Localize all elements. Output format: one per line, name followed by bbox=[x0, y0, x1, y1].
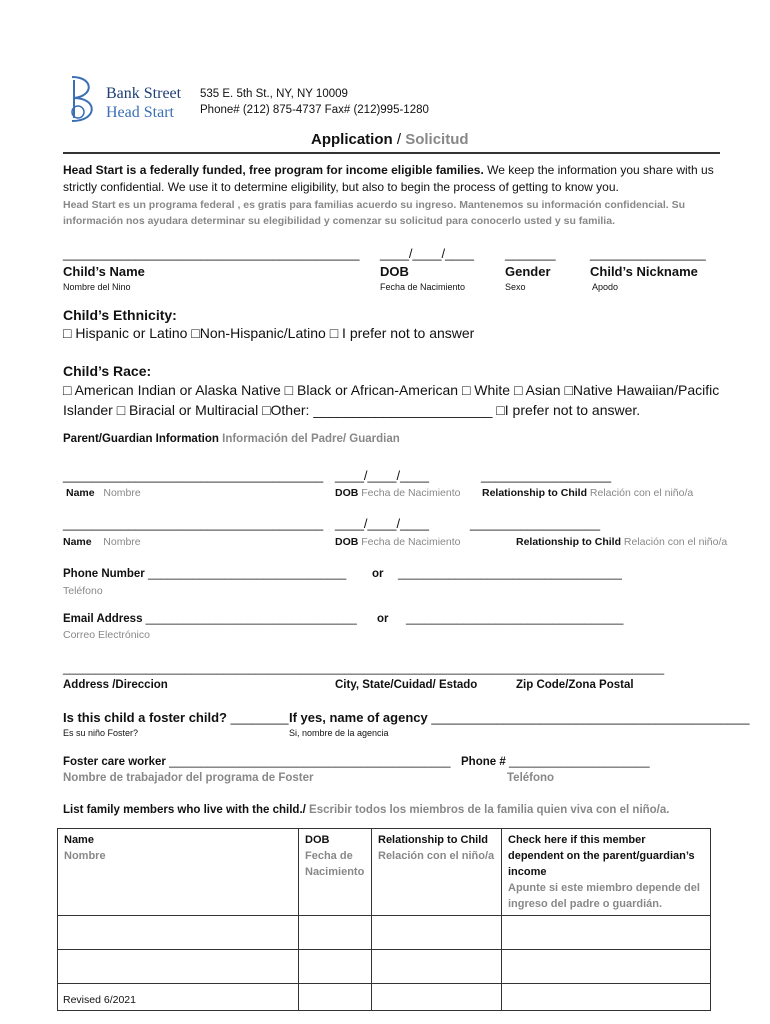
agency-field[interactable]: ____________________________________________ bbox=[431, 710, 750, 725]
col-name-es: Nombre bbox=[64, 850, 106, 862]
child-gender-label: Gender bbox=[505, 264, 551, 279]
child-dob-es: Fecha de Nacimiento bbox=[380, 282, 466, 292]
parent1-dob-es: Fecha de Nacimiento bbox=[361, 487, 461, 499]
family-instruction-en: List family members who live with the child./ bbox=[63, 804, 306, 816]
title-es: Solicitud bbox=[405, 131, 469, 148]
zip-label: Zip Code/Zona Postal bbox=[516, 679, 634, 691]
title-en: Application bbox=[311, 131, 393, 148]
table-cell[interactable] bbox=[502, 984, 711, 1011]
title-rule bbox=[63, 152, 720, 154]
parent1-dob-field[interactable]: ____/____/____ bbox=[335, 468, 429, 483]
race-options-line2[interactable]: Islander □ Biracial or Multiracial □Other: _______________________ □I prefer not to answer. bbox=[63, 402, 641, 418]
table-cell[interactable] bbox=[58, 950, 299, 984]
parent2-rel-en: Relationship to Child bbox=[516, 536, 621, 548]
parent1-dob-en: DOB bbox=[335, 487, 359, 499]
col-dob-es: Fecha de Nacimiento bbox=[305, 850, 365, 878]
child-nickname-es: Apodo bbox=[592, 282, 619, 292]
email-row bbox=[63, 613, 357, 625]
table-cell[interactable] bbox=[299, 916, 372, 950]
col-rel-es: Relación con el niño/a bbox=[378, 850, 495, 862]
parent-heading-en: Parent/Guardian Information bbox=[63, 433, 219, 445]
parent1-rel-en: Relationship to Child bbox=[482, 487, 587, 499]
parent2-dob-label bbox=[335, 536, 460, 548]
table-cell[interactable] bbox=[502, 950, 711, 984]
child-name-label: Child’s Name bbox=[63, 264, 145, 279]
parent2-rel-es: Relación con el niño/a bbox=[623, 536, 728, 548]
address-field[interactable]: ______________________________________________________________________________________________ bbox=[63, 663, 665, 675]
foster-question bbox=[63, 710, 288, 725]
col-dep-header bbox=[502, 829, 711, 916]
table-cell[interactable] bbox=[58, 916, 299, 950]
table-row bbox=[58, 984, 711, 1011]
logo-line1: Bank Street bbox=[106, 85, 182, 102]
child-name-es: Nombre del Nino bbox=[63, 282, 131, 292]
phone-label: Phone Number bbox=[63, 568, 145, 580]
phone-or: or bbox=[372, 568, 384, 580]
intro-es: Head Start es un programa federal , es gratis para familias acuerdo su ingreso. Mantenemos su información confidencial. Su información nos ayudara determinar su elegibilidad y comenzar su solicitud para conocerlo usted y su familia. bbox=[63, 199, 686, 227]
email-or: or bbox=[377, 613, 389, 625]
col-rel-header bbox=[372, 829, 502, 916]
col-rel-en: Relationship to Child bbox=[378, 834, 488, 846]
intro-en-rest: We keep the information you share with us strictly confidential. We use it to determine eligibility, but also to begin the process of getting to know you. bbox=[63, 163, 714, 194]
parent2-rel-label bbox=[516, 536, 727, 548]
foster-phone bbox=[461, 756, 650, 768]
parent1-rel-label bbox=[482, 487, 693, 499]
foster-phone-es: Teléfono bbox=[507, 772, 555, 784]
family-instruction bbox=[63, 804, 669, 816]
col-dob-en: DOB bbox=[305, 834, 330, 846]
phone-fax: Phone# (212) 875-4737 Fax# (212)995-1280 bbox=[200, 104, 429, 116]
race-heading: Child’s Race: bbox=[63, 363, 152, 379]
parent-heading bbox=[63, 433, 400, 445]
foster-worker bbox=[63, 756, 451, 768]
child-nickname-field[interactable]: ________________ bbox=[590, 246, 706, 261]
family-members-table bbox=[57, 828, 711, 1011]
parent2-name-field[interactable]: ____________________________________ bbox=[63, 516, 324, 531]
phone-es: Teléfono bbox=[63, 585, 103, 597]
foster-phone-label: Phone # bbox=[461, 756, 506, 768]
race-options-line1[interactable]: □ American Indian or Alaska Native □ Black or African-American □ White □ Asian □Native Hawaiian/Pacific bbox=[63, 382, 720, 398]
city-label: City, State/Cuidad/ Estado bbox=[335, 679, 478, 691]
phone-field-alt[interactable]: ___________________________________ bbox=[398, 568, 622, 580]
table-row bbox=[58, 950, 711, 984]
agency-label: If yes, name of agency bbox=[289, 710, 428, 725]
foster-phone-field[interactable]: ______________________ bbox=[508, 756, 650, 768]
child-dob-field[interactable]: ____/____/____ bbox=[380, 246, 474, 261]
foster-q-es: Es su niño Foster? bbox=[63, 728, 139, 738]
email-field[interactable]: _________________________________ bbox=[145, 613, 357, 625]
parent2-relationship-field[interactable]: __________________ bbox=[470, 516, 601, 531]
title-sep: / bbox=[392, 131, 406, 148]
worker-es: Nombre de trabajador del programa de Foster bbox=[63, 772, 314, 784]
col-dob-header bbox=[299, 829, 372, 916]
table-cell[interactable] bbox=[372, 984, 502, 1011]
child-nickname-label: Child’s Nickname bbox=[590, 264, 698, 279]
table-header-row bbox=[58, 829, 711, 916]
col-dep-es: Apunte si este miembro depende del ingreso del padre o guardián. bbox=[508, 882, 700, 910]
email-field-alt[interactable]: __________________________________ bbox=[406, 613, 624, 625]
parent2-name-label bbox=[63, 536, 141, 548]
parent1-name-es: Nombre bbox=[103, 487, 141, 499]
ethnicity-options[interactable]: □ Hispanic or Latino □Non-Hispanic/Latino □ I prefer not to answer bbox=[63, 325, 475, 341]
table-cell[interactable] bbox=[372, 916, 502, 950]
table-cell[interactable] bbox=[502, 916, 711, 950]
page-title bbox=[311, 131, 469, 148]
logo-line2: Head Start bbox=[106, 104, 174, 121]
worker-label: Foster care worker bbox=[63, 756, 166, 768]
agency-es: Si, nombre de la agencia bbox=[289, 728, 389, 738]
child-gender-es: Sexo bbox=[505, 282, 526, 292]
family-instruction-es: Escribir todos los miembros de la familia quien viva con el niño/a. bbox=[305, 804, 670, 816]
email-label: Email Address bbox=[63, 613, 143, 625]
parent-heading-es: Información del Padre/ Guardian bbox=[222, 433, 400, 445]
child-name-field[interactable]: _________________________________________ bbox=[63, 246, 360, 261]
table-cell[interactable] bbox=[372, 950, 502, 984]
foster-q-field[interactable]: ________ bbox=[230, 710, 289, 725]
parent2-dob-field[interactable]: ____/____/____ bbox=[335, 516, 429, 531]
parent2-name-en: Name bbox=[63, 536, 92, 548]
parent1-relationship-field[interactable]: __________________ bbox=[481, 468, 612, 483]
parent1-dob-label bbox=[335, 487, 460, 499]
col-name-header bbox=[58, 829, 299, 916]
email-es: Correo Electrónico bbox=[63, 629, 150, 641]
intro-en-bold: Head Start is a federally funded, free program for income eligible families. bbox=[63, 163, 484, 177]
phone-field[interactable]: _______________________________ bbox=[148, 568, 347, 580]
intro-en bbox=[63, 162, 723, 196]
col-dep-en: Check here if this member dependent on the parent/guardian’s income bbox=[508, 834, 695, 878]
bank-street-b-logo-icon bbox=[64, 74, 102, 124]
revised-date: Revised 6/2021 bbox=[63, 994, 136, 1006]
child-gender-field[interactable]: _______ bbox=[505, 246, 556, 261]
child-dob-label: DOB bbox=[380, 264, 409, 279]
parent2-name-es: Nombre bbox=[103, 536, 141, 548]
ethnicity-heading: Child’s Ethnicity: bbox=[63, 307, 177, 323]
table-cell[interactable] bbox=[299, 984, 372, 1011]
parent1-name-field[interactable]: ____________________________________ bbox=[63, 468, 324, 483]
parent1-name-en: Name bbox=[66, 487, 95, 499]
foster-q-label: Is this child a foster child? bbox=[63, 710, 227, 725]
address: 535 E. 5th St., NY, NY 10009 bbox=[200, 88, 348, 100]
table-row bbox=[58, 916, 711, 950]
address-label: Address /Direccion bbox=[63, 679, 168, 691]
table-cell[interactable] bbox=[299, 950, 372, 984]
phone-row bbox=[63, 568, 346, 580]
parent2-dob-es: Fecha de Nacimiento bbox=[361, 536, 461, 548]
foster-agency bbox=[289, 710, 749, 725]
worker-field[interactable]: ____________________________________________ bbox=[169, 756, 451, 768]
col-name-en: Name bbox=[64, 834, 94, 846]
parent1-name-label bbox=[66, 487, 141, 499]
parent2-dob-en: DOB bbox=[335, 536, 359, 548]
parent1-rel-es: Relación con el niño/a bbox=[589, 487, 694, 499]
